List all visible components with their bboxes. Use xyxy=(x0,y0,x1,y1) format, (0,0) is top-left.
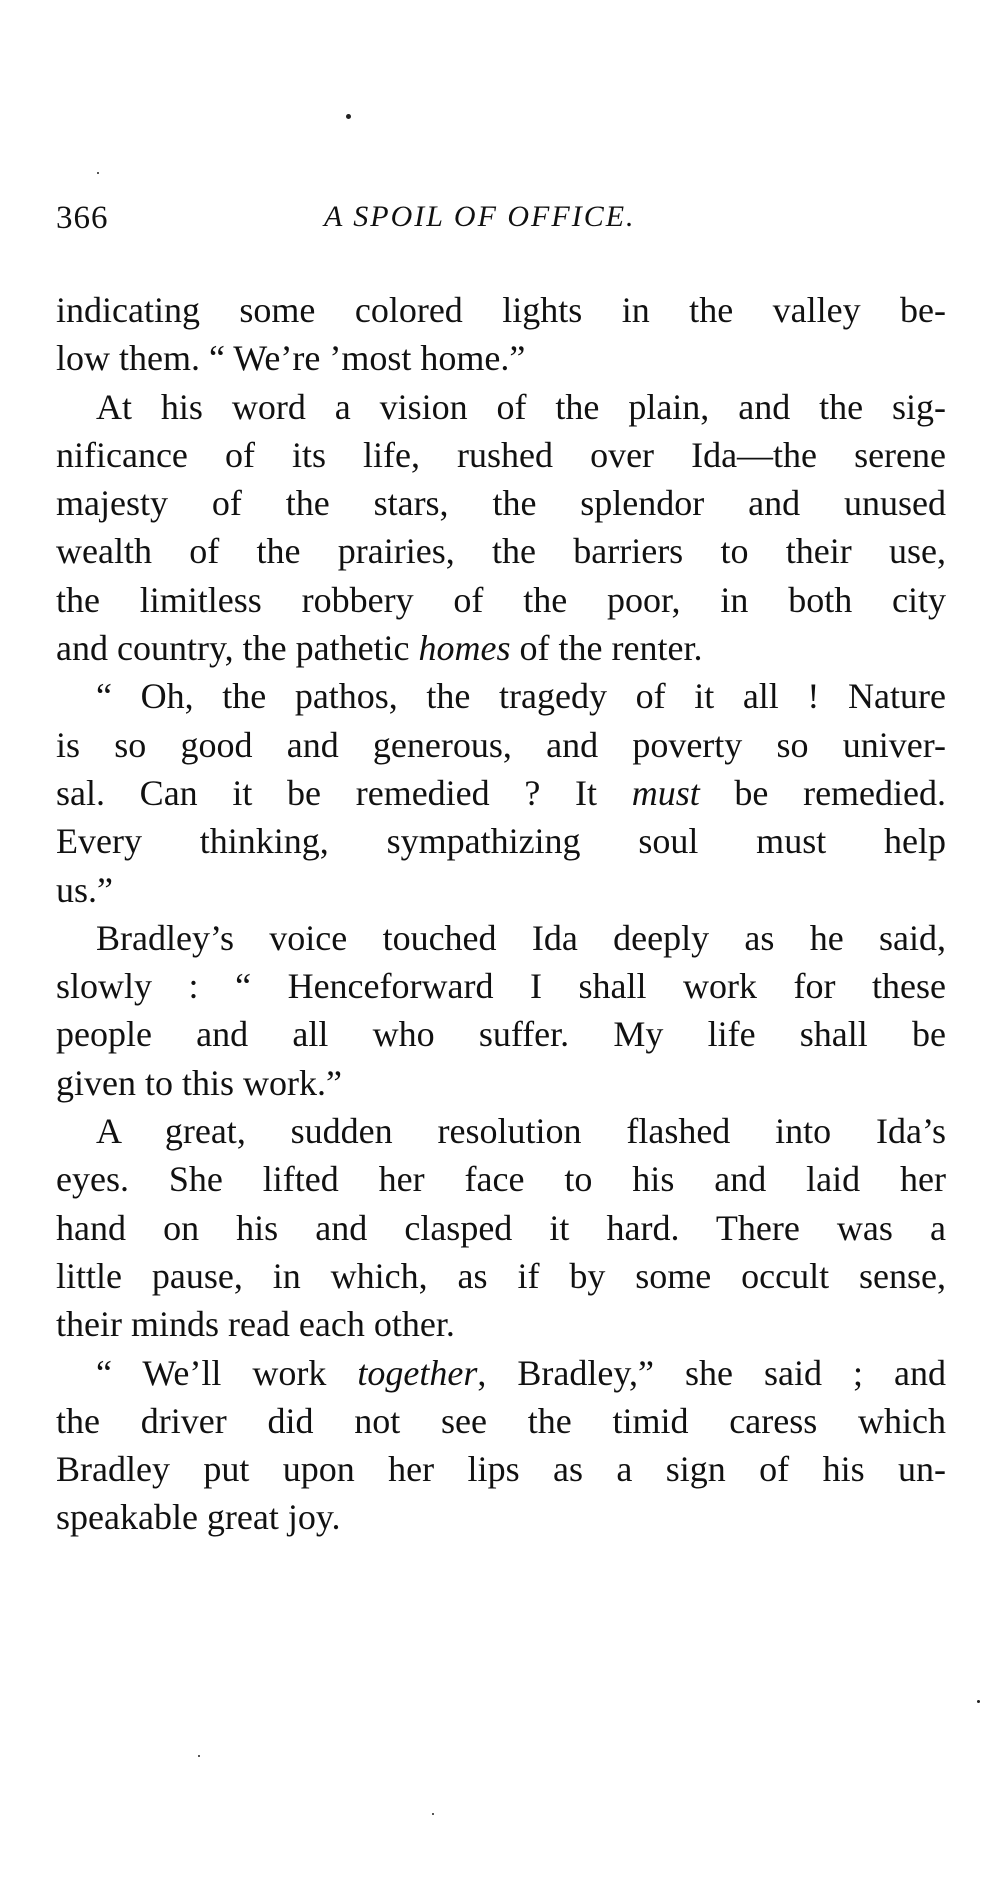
text-line: Every thinking, sympathizing soul must help xyxy=(56,821,946,862)
text-line: Bradley put upon her lips as a sign of his un- xyxy=(56,1449,946,1490)
ink-speck xyxy=(432,1813,434,1815)
body-text xyxy=(56,286,946,1542)
text-line: wealth of the prairies, the barriers to their use, xyxy=(56,531,946,572)
text-run: , Bradley,” she said ; and xyxy=(477,1352,946,1393)
text-run: of the renter. xyxy=(510,628,703,669)
paragraph-first-line xyxy=(56,1349,946,1397)
text-line: given to this work.” xyxy=(56,1062,342,1103)
italic-word: together xyxy=(357,1352,478,1393)
text-line: us.” xyxy=(56,869,113,910)
page-header xyxy=(56,196,946,246)
running-head: A SPOIL OF OFFICE. xyxy=(324,200,636,233)
text-line: is so good and generous, and poverty so univer- xyxy=(56,724,946,765)
text-run: sal. Can it be remedied ? It xyxy=(56,772,632,813)
text-line: the limitless robbery of the poor, in both city xyxy=(56,579,946,620)
paragraph-first-line: A great, sudden resolution flashed into Ida’s xyxy=(96,1111,946,1152)
text-line: slowly : “ Henceforward I shall work for these xyxy=(56,966,946,1007)
text-line: speakable great joy. xyxy=(56,1497,341,1538)
text-line: their minds read each other. xyxy=(56,1304,455,1345)
italic-word: homes xyxy=(418,628,511,669)
ink-speck xyxy=(97,172,99,174)
text-line xyxy=(56,769,946,817)
paragraph-first-line: “ Oh, the pathos, the tragedy of it all ! Nature xyxy=(96,676,946,717)
page-number: 366 xyxy=(56,200,109,236)
ink-speck xyxy=(977,1700,980,1703)
ink-speck xyxy=(346,114,351,119)
text-run: “ We’ll work xyxy=(96,1352,358,1393)
text-run: be remedied. xyxy=(699,772,947,813)
text-line: the driver did not see the timid caress which xyxy=(56,1400,946,1441)
ink-speck xyxy=(198,1755,200,1757)
text-line: majesty of the stars, the splendor and unused xyxy=(56,483,946,524)
paragraph-first-line: Bradley’s voice touched Ida deeply as he said, xyxy=(96,917,946,958)
text-line: hand on his and clasped it hard. There was a xyxy=(56,1207,946,1248)
text-line xyxy=(56,624,946,672)
text-line: people and all who suffer. My life shall be xyxy=(56,1014,946,1055)
text-run: and country, the pathetic xyxy=(56,628,419,669)
text-line: low them. “ We’re ’most home.” xyxy=(56,338,526,379)
text-line: little pause, in which, as if by some occult sense, xyxy=(56,1255,946,1296)
text-line: nificance of its life, rushed over Ida—the serene xyxy=(56,434,946,475)
text-line: eyes. She lifted her face to his and laid her xyxy=(56,1159,946,1200)
paragraph-first-line: At his word a vision of the plain, and the sig- xyxy=(96,386,946,427)
text-line: indicating some colored lights in the valley be- xyxy=(56,290,946,330)
italic-word: must xyxy=(631,772,700,813)
